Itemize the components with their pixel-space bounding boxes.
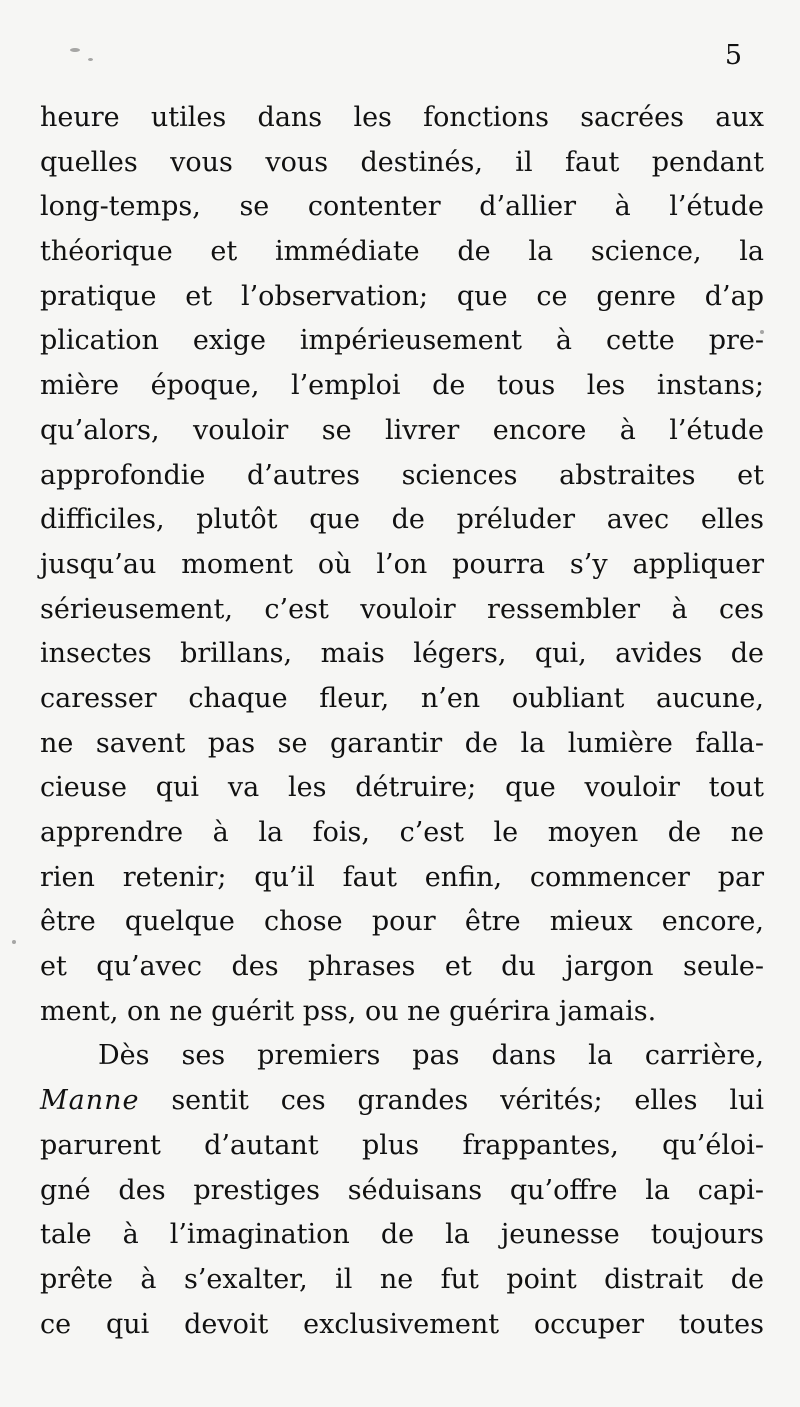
text-line: apprendre à la fois, c’est le moyen de ne (40, 817, 764, 848)
page-number: 5 (724, 40, 742, 71)
text-line: pratique et l’observation; que ce genre d’ap (40, 280, 764, 312)
text-line: être quelque chose pour être mieux encore, (40, 906, 764, 938)
text-line: tale à l’imagination de la jeunesse toujours (40, 1219, 764, 1251)
text-line: caresser chaque fleur, n’en oubliant aucune, (40, 682, 764, 714)
text-line: et qu’avec des phrases et du jargon seule- (40, 951, 764, 983)
text-line: qu’alors, vouloir se livrer encore à l’étude (40, 414, 764, 446)
text-fragment: sentit ces grandes vérités; elles lui (139, 1085, 764, 1117)
text-line: quelles vous vous destinés, il faut pendant (40, 146, 764, 178)
text-line: sérieusement, c’est vouloir ressembler à ces (40, 593, 764, 625)
ink-speck (88, 58, 93, 61)
text-line: plication exige impérieusement à cette pre- (40, 325, 764, 357)
text-line: long-temps, se contenter d’allier à l’étude (40, 191, 764, 223)
ink-speck (70, 48, 80, 52)
text-line: mière époque, l’emploi de tous les instans; (40, 370, 764, 402)
ink-speck (12, 940, 16, 944)
body-text (40, 96, 764, 1347)
text-line: cieuse qui va les détruire; que vouloir tout (40, 772, 764, 804)
text-line: jusqu’au moment où l’on pourra s’y appliquer (40, 548, 764, 580)
text-line: ne savent pas se garantir de la lumière falla- (40, 727, 764, 759)
text-line: approfondie d’autres sciences abstraites et (40, 459, 764, 491)
text-line: heure utiles dans les fonctions sacrées aux (40, 102, 764, 133)
text-line: parurent d’autant plus frappantes, qu’éloi- (40, 1129, 764, 1161)
text-line: insectes brillans, mais légers, qui, avides de (40, 638, 764, 670)
person-name: Manne (40, 1085, 140, 1117)
text-line: Dès ses premiers pas dans la carrière, (98, 1040, 764, 1072)
text-line: prête à s’exalter, il ne fut point distrait de (40, 1263, 764, 1295)
text-line: ment, on ne guérit pss, ou ne guérira jamais. (40, 995, 657, 1027)
text-line: théorique et immédiate de la science, la (40, 236, 764, 268)
text-line: gné des prestiges séduisans qu’offre la capi- (40, 1174, 764, 1206)
text-line (40, 1079, 764, 1124)
text-line: ce qui devoit exclusivement occuper toutes (40, 1308, 764, 1340)
text-line: difficiles, plutôt que de préluder avec elles (40, 504, 764, 536)
text-line: rien retenir; qu’il faut enfin, commencer par (40, 861, 764, 893)
